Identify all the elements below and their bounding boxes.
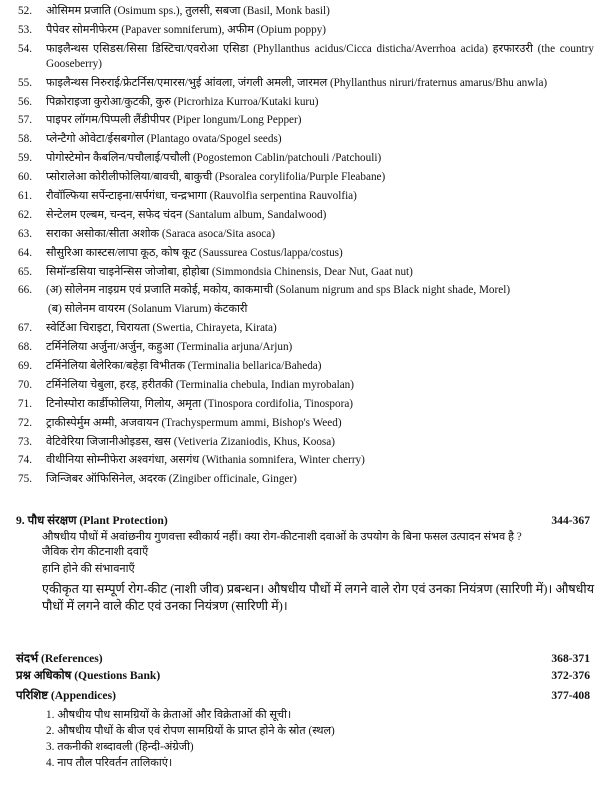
- appendices-heading-row: [16, 688, 594, 703]
- appendices-section: [16, 688, 594, 771]
- item-text: टर्मिनेलिया बेलेरिका/बहेड़ा विभीतक (Terminalia bellarica/Baheda): [46, 360, 322, 373]
- item-text: सेन्टेलम एल्बम, चन्दन, सफेद चंदन (Santalum album, Sandalwood): [46, 208, 327, 221]
- item-text: टर्मिनेलिया अर्जुना/अर्जुन, कहुआ (Terminalia arjuna/Arjun): [46, 341, 293, 354]
- appendices-heading: परिशिष्ट (Appendices): [16, 689, 116, 702]
- question-bank-heading-row: [16, 668, 594, 683]
- appendix-item: 3. तकनीकी शब्दावली (हिन्दी-अंग्रेजी): [46, 741, 194, 753]
- item-number: 75.: [18, 473, 32, 486]
- list-item: [16, 95, 594, 110]
- item-text: प्लेन्टैगो ओवेटा/ईसबगोल (Plantago ovata/Spogel seeds): [46, 133, 282, 146]
- item-number: 55.: [18, 76, 32, 89]
- item-number: 58.: [18, 133, 32, 146]
- item-number: 65.: [18, 265, 32, 278]
- item-text: पिक्रोराइजा कुरोआ/कुटकी, कुरु (Picrorhiza Kurroa/Kutaki kuru): [46, 95, 319, 108]
- appendix-item: 4. नाप तौल परिवर्तन तालिकाएं।: [46, 757, 173, 769]
- appendix-item: 1. औषधीय पौध सामग्रियों के क्रेताओं और विक्रेताओं की सूची।: [46, 709, 292, 721]
- list-item: [16, 453, 594, 468]
- item-number: 52.: [18, 5, 32, 17]
- list-item: [16, 283, 594, 298]
- list-subitem: [16, 302, 594, 317]
- list-item: [16, 340, 594, 355]
- item-number: 72.: [18, 416, 32, 429]
- item-number: 64.: [18, 246, 32, 259]
- item-number: 61.: [18, 190, 32, 203]
- item-number: 63.: [18, 227, 32, 240]
- item-text: पैपेवर सोमनीफेरम (Papaver somniferum), अफीम (Opium poppy): [46, 23, 327, 36]
- item-number: 60.: [18, 171, 32, 184]
- item-number: 57.: [18, 114, 32, 127]
- list-item: [16, 416, 594, 431]
- section-heading-row: [16, 513, 594, 528]
- item-number: 56.: [18, 95, 32, 108]
- item-number: 59.: [18, 152, 32, 165]
- item-text: स्वेर्टिआ चिराइटा, चिरायता (Swertia, Chirayeta, Kirata): [46, 322, 277, 335]
- list-item: [16, 246, 594, 261]
- list-item: [16, 359, 594, 374]
- item-number: 54.: [18, 42, 32, 55]
- references-heading-row: [16, 651, 594, 666]
- list-item: [16, 227, 594, 242]
- text-line: जैविक रोग कीटनाशी दवाएँ: [42, 546, 149, 558]
- paragraph: औषधीय पौधों में अवांछनीय गुणवत्ता स्वीकार्य नहीं। क्या रोग-कीटनाशी दवाओं के उपयोग के बिना फसल उत्पादन संभव है ?: [42, 531, 522, 543]
- subitem-text: (ब) सोलेनम वायरम (Solanum Viarum) कंटकारी: [48, 303, 248, 316]
- item-text: (अ) सोलेनम नाइग्रम एवं प्रजाति मकोई, मकोय, काकमाची (Solanum nigrum and sps Black night shade, Morel): [46, 284, 511, 297]
- plant-protection-section: [16, 513, 594, 615]
- item-text: फाइलैन्थस निरुराई/फ्रेटर्निस/एमारस/भुई आंवला, जंगली अमली, जारमल (Phyllanthus niruri/fraternus amarus/Bhu anwla): [46, 76, 548, 89]
- paragraph: एकीकृत या सम्पूर्ण रोग-कीट (नाशी जीव) प्रबन्धन। औषधीय पौधों में लगने वाले रोग एवं उनका नियंत्रण (सारिणी में)। औषधीय पौधों में लगने वाले कीट एवं उनका नियंत्रण (सारिणी में)।: [42, 582, 594, 613]
- item-text: ओसिमम प्रजाति (Osimum sps.), तुलसी, सबजा (Basil, Monk basil): [46, 5, 330, 17]
- item-number: 73.: [18, 435, 32, 448]
- list-item: [16, 397, 594, 412]
- item-text: पाइपर लॉगम/पिप्पली लैंडीपीपर (Piper longum/Long Pepper): [46, 114, 302, 127]
- list-item: [16, 42, 594, 72]
- list-item: [16, 4, 594, 19]
- item-text: प्सोरालेआ कोरीलीफोलिया/बावची, बाकुची (Psoralea corylifolia/Purple Fleabane): [46, 171, 386, 184]
- item-text: सिमॉन्डसिया चाइनेन्सिस जोजोबा, होहोबा (Simmondsia Chinensis, Dear Nut, Gaat nut): [46, 265, 413, 278]
- list-item: [16, 378, 594, 393]
- item-number: 69.: [18, 360, 32, 373]
- item-number: 68.: [18, 341, 32, 354]
- item-number: 67.: [18, 322, 32, 335]
- item-text: वीथीनिया सोम्नीफेरा अश्वगंधा, असगंध (Withania somnifera, Winter cherry): [46, 454, 365, 467]
- list-item: [16, 189, 594, 204]
- item-number: 53.: [18, 23, 32, 36]
- item-text: वेटिवेरिया जिजानीओइडस, खस (Vetiveria Zizaniodis, Khus, Koosa): [46, 435, 335, 448]
- list-item: [16, 265, 594, 280]
- item-text: टिनोस्पोरा कार्डीफोलिया, गिलोय, अमृता (Tinospora cordifolia, Tinospora): [46, 397, 354, 410]
- item-text: रौवॉल्फिया सर्पेन्टाइना/सर्पगंधा, चन्द्रभागा (Rauvolfia serpentina Rauvolfia): [46, 190, 357, 203]
- page-range: 372-376: [551, 669, 590, 682]
- references-heading: संदर्भ (References): [16, 652, 103, 665]
- list-item: [16, 151, 594, 166]
- list-item: [16, 76, 594, 91]
- list-item: [16, 132, 594, 147]
- item-number: 62.: [18, 208, 32, 221]
- item-number: 70.: [18, 378, 32, 391]
- page-range: 377-408: [551, 689, 590, 702]
- item-text: फाइलैन्थस एसिडस/सिसा डिस्टिचा/एवरोआ एसिडा (Phyllanthus acidus/Cicca disticha/Averrhoa acida) हरफारउरी (the country Gooseberry): [46, 42, 594, 70]
- list-item: [16, 113, 594, 128]
- plant-list: [16, 4, 594, 491]
- list-item: [16, 170, 594, 185]
- item-text: जिन्जिबर ऑफिसिनेल, अदरक (Zingiber officinale, Ginger): [46, 473, 297, 486]
- item-text: सौसुरिआ कास्टस/लापा कूठ, कोष कूट (Saussurea Costus/lappa/costus): [46, 246, 343, 259]
- question-bank-heading: प्रश्न अधिकोष (Questions Bank): [16, 669, 161, 682]
- item-number: 66.: [18, 284, 32, 297]
- appendix-item: 2. औषधीय पौधों के बीज एवं रोपण सामग्रियों के प्राप्त होने के स्रोत (स्थल): [46, 725, 335, 737]
- page-range: 368-371: [551, 652, 590, 665]
- question-bank-section: [16, 668, 594, 683]
- references-section: [16, 651, 594, 666]
- list-item: [16, 472, 594, 487]
- list-item: [16, 208, 594, 223]
- text-line: हानि होने की संभावनाएँ: [42, 563, 135, 575]
- item-number: 74.: [18, 454, 32, 467]
- item-text: ट्राकीस्पेर्मुम अम्मी, अजवायन (Trachyspermum ammi, Bishop's Weed): [46, 416, 342, 429]
- section-heading: 9. पौध संरक्षण (Plant Protection): [16, 514, 168, 527]
- list-item: [16, 435, 594, 450]
- item-text: टर्मिनेलिया चेबुला, हरड़, हरीतकी (Terminalia chebula, Indian myrobalan): [46, 378, 354, 391]
- item-number: 71.: [18, 397, 32, 410]
- item-text: सराका असोका/सीता अशोक (Saraca asoca/Sita asoca): [46, 227, 275, 240]
- list-item: [16, 23, 594, 38]
- page-range: 344-367: [551, 514, 590, 527]
- list-item: [16, 321, 594, 336]
- item-text: पोगोस्टेमोन कैबलिन/पचौलाई/पचौली (Pogostemon Cablin/patchouli /Patchouli): [46, 152, 382, 165]
